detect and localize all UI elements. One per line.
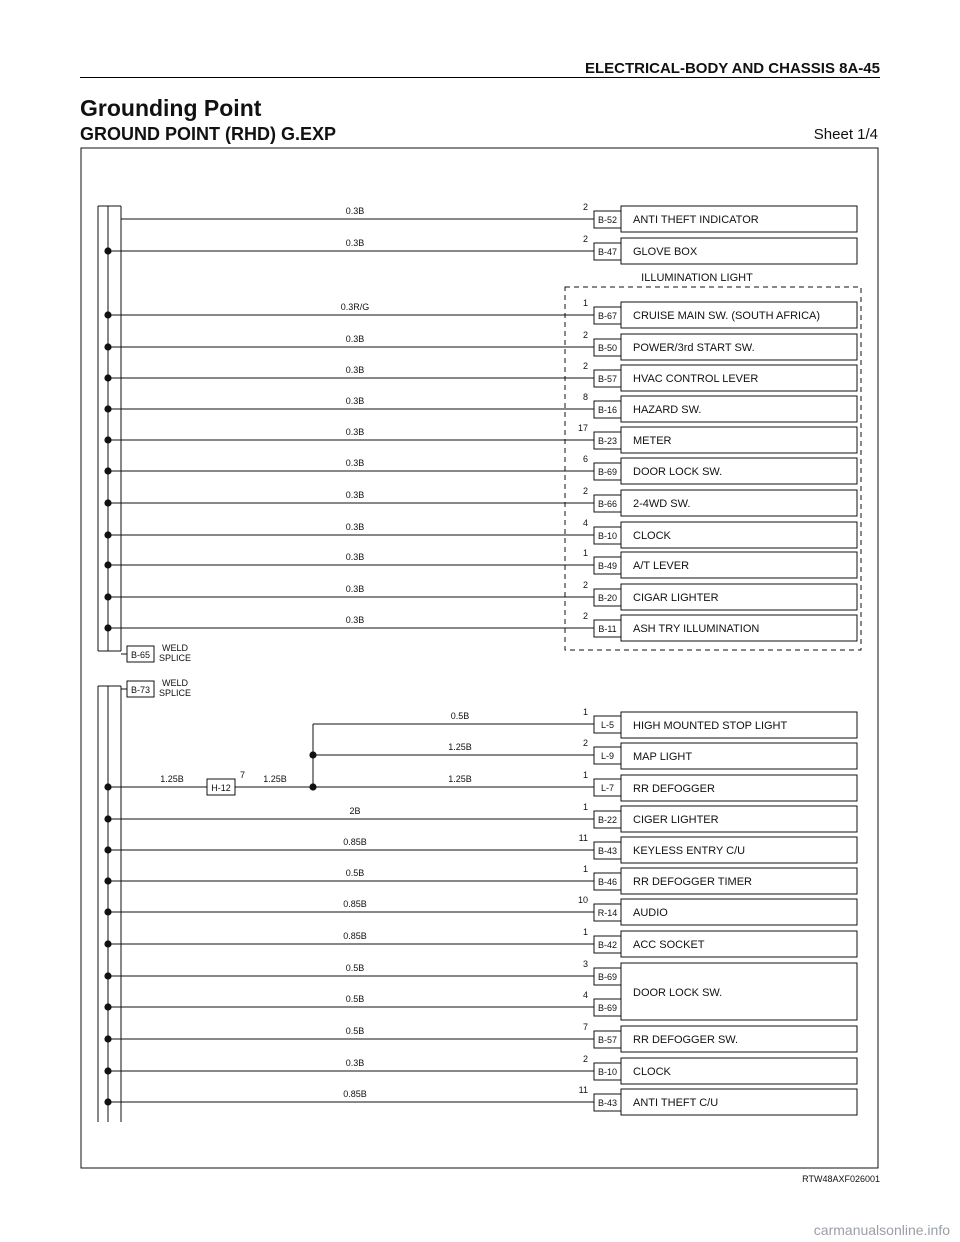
g1-row-2-wire-spec: 0.3R/G bbox=[340, 302, 370, 312]
splice-b65-label1: WELD bbox=[161, 643, 189, 653]
g1-row-8-pin: 2 bbox=[582, 486, 588, 496]
g1-row-8-component-label: 2-4WD SW. bbox=[633, 498, 691, 510]
g2-row-2-component-label: RR DEFOGGER TIMER bbox=[633, 876, 752, 888]
branch-row-1-connector-id: L-9 bbox=[600, 751, 615, 761]
g1-row-4-connector-id: B-57 bbox=[597, 374, 618, 384]
g1-row-5-pin: 8 bbox=[582, 392, 588, 402]
g2-row-0-wire-spec: 2B bbox=[349, 806, 361, 816]
header-title: ELECTRICAL-BODY AND CHASSIS 8A-45 bbox=[584, 60, 880, 77]
g1-row-12-component-label: ASH TRY ILLUMINATION bbox=[633, 623, 760, 635]
g1-row-3-pin: 2 bbox=[582, 330, 588, 340]
branch-ground-dot bbox=[104, 783, 111, 790]
g1-row-10-component-label: A/T LEVER bbox=[633, 560, 690, 572]
figure-code: RTW48AXF026001 bbox=[802, 1174, 880, 1184]
g2-row-8-component-label: CLOCK bbox=[633, 1066, 671, 1078]
g1-row-5-ground-dot bbox=[104, 405, 111, 412]
g2-row-5-wire-spec: 0.5B bbox=[345, 963, 365, 973]
g2-row-9-pin: 11 bbox=[578, 1085, 588, 1095]
g1-row-8-connector-id: B-66 bbox=[597, 499, 618, 509]
g2-row-6-connector-id: B-69 bbox=[597, 1003, 618, 1013]
g1-row-9-pin: 4 bbox=[582, 518, 588, 528]
branch-wire-out-spec: 1.25B bbox=[263, 774, 287, 784]
g1-row-11-ground-dot bbox=[104, 593, 111, 600]
g1-row-3-component-label: POWER/3rd START SW. bbox=[633, 342, 755, 354]
g1-row-6-ground-dot bbox=[104, 436, 111, 443]
g2-row-9-component-label: ANTI THEFT C/U bbox=[633, 1097, 719, 1109]
h12-connector-id: H-12 bbox=[211, 783, 231, 793]
g1-row-7-component-label: DOOR LOCK SW. bbox=[633, 466, 723, 478]
g1-row-12-wire-spec: 0.3B bbox=[345, 615, 365, 625]
g2-row-1-ground-dot bbox=[104, 846, 111, 853]
g2-row-6-ground-dot bbox=[104, 1003, 111, 1010]
g1-row-10-pin: 1 bbox=[582, 548, 588, 558]
g2-row-2-pin: 1 bbox=[582, 864, 588, 874]
g2-row-4-pin: 1 bbox=[582, 927, 588, 937]
g1-row-2-connector-id: B-67 bbox=[597, 311, 618, 321]
g1-row-11-pin: 2 bbox=[582, 580, 588, 590]
g1-row-9-wire-spec: 0.3B bbox=[345, 522, 365, 532]
g2-row-7-component-label: RR DEFOGGER SW. bbox=[633, 1034, 739, 1046]
g2-row-8-wire-spec: 0.3B bbox=[345, 1058, 365, 1068]
g2-row-3-component-label: AUDIO bbox=[633, 907, 668, 919]
splice-b73-id: B-73 bbox=[130, 685, 151, 695]
g1-row-1-pin: 2 bbox=[582, 234, 588, 244]
g2-row-7-wire-spec: 0.5B bbox=[345, 1026, 365, 1036]
g1-row-3-wire-spec: 0.3B bbox=[345, 334, 365, 344]
g1-row-9-component-label: CLOCK bbox=[633, 530, 671, 542]
g2-row-9-wire-spec: 0.85B bbox=[343, 1089, 367, 1099]
g2-row-0-connector-id: B-22 bbox=[597, 815, 618, 825]
g1-row-10-connector-id: B-49 bbox=[597, 561, 618, 571]
g1-row-6-pin: 17 bbox=[577, 423, 588, 433]
g2-row-1-pin: 11 bbox=[578, 833, 588, 843]
branch-row-2-pin: 1 bbox=[582, 770, 588, 780]
branch-row-0-connector-id: L-5 bbox=[600, 720, 615, 730]
g1-row-11-connector-id: B-20 bbox=[597, 593, 618, 603]
g2-row-3-connector-id: R-14 bbox=[597, 908, 618, 918]
g2-row-6-wire-spec: 0.5B bbox=[345, 994, 365, 1004]
g1-row-1-ground-dot bbox=[104, 247, 111, 254]
illumination-group-label: ILLUMINATION LIGHT bbox=[641, 272, 753, 284]
g1-row-2-ground-dot bbox=[104, 311, 111, 318]
branch-row-2-wire-spec: 1.25B bbox=[448, 774, 472, 784]
g2-row-8-ground-dot bbox=[104, 1067, 111, 1074]
branch-row-0-component-label: HIGH MOUNTED STOP LIGHT bbox=[633, 720, 788, 732]
sheet-number: Sheet 1/4 bbox=[813, 126, 878, 143]
g1-row-11-component-label: CIGAR LIGHTER bbox=[633, 592, 719, 604]
watermark[interactable]: carmanualsonline.info bbox=[813, 1222, 950, 1238]
g1-row-7-ground-dot bbox=[104, 467, 111, 474]
g1-row-1-connector-id: B-47 bbox=[597, 247, 618, 257]
splice-b65-id: B-65 bbox=[130, 650, 151, 660]
g2-row-4-connector-id: B-42 bbox=[597, 940, 618, 950]
branch-wire-in-spec: 1.25B bbox=[160, 774, 184, 784]
g2-row-5-pin: 3 bbox=[582, 959, 588, 969]
g1-row-8-wire-spec: 0.3B bbox=[345, 490, 365, 500]
g1-row-11-wire-spec: 0.3B bbox=[345, 584, 365, 594]
g2-row-4-component-label: ACC SOCKET bbox=[633, 939, 705, 951]
g1-row-3-connector-id: B-50 bbox=[597, 343, 618, 353]
branch-row-1-wire-spec: 1.25B bbox=[448, 742, 472, 752]
g2-row-9-ground-dot bbox=[104, 1098, 111, 1105]
g1-row-5-connector-id: B-16 bbox=[597, 405, 618, 415]
g1-row-9-connector-id: B-10 bbox=[597, 531, 618, 541]
g1-row-7-pin: 6 bbox=[582, 454, 588, 464]
g2-row-4-wire-spec: 0.85B bbox=[343, 931, 367, 941]
g2-row-7-pin: 7 bbox=[582, 1022, 588, 1032]
g2-row-1-wire-spec: 0.85B bbox=[343, 837, 367, 847]
g1-row-6-wire-spec: 0.3B bbox=[345, 427, 365, 437]
g2-row-2-connector-id: B-46 bbox=[597, 877, 618, 887]
g1-row-0-pin: 2 bbox=[582, 202, 588, 212]
g1-row-2-pin: 1 bbox=[582, 298, 588, 308]
g1-row-5-wire-spec: 0.3B bbox=[345, 396, 365, 406]
g1-row-12-pin: 2 bbox=[582, 611, 588, 621]
g1-row-8-ground-dot bbox=[104, 499, 111, 506]
branch-row-0-wire-spec: 0.5B bbox=[450, 711, 470, 721]
g1-row-0-connector-id: B-52 bbox=[597, 215, 618, 225]
g2-row-0-pin: 1 bbox=[582, 802, 588, 812]
g2-row-0-ground-dot bbox=[104, 815, 111, 822]
diagram-frame bbox=[81, 148, 878, 1168]
g1-row-4-component-label: HVAC CONTROL LEVER bbox=[633, 373, 759, 385]
g1-row-7-wire-spec: 0.3B bbox=[345, 458, 365, 468]
g1-row-10-ground-dot bbox=[104, 561, 111, 568]
g2-row-5-connector-id: B-69 bbox=[597, 972, 618, 982]
g2-row-5-ground-dot bbox=[104, 972, 111, 979]
g2-row-0-component-label: CIGER LIGHTER bbox=[633, 814, 719, 826]
g1-row-1-component-label: GLOVE BOX bbox=[633, 246, 698, 258]
g2-row-6-pin: 4 bbox=[582, 990, 588, 1000]
g2-row-3-ground-dot bbox=[104, 908, 111, 915]
g1-row-4-pin: 2 bbox=[582, 361, 588, 371]
section-title: Grounding Point bbox=[80, 95, 262, 121]
g1-row-7-connector-id: B-69 bbox=[597, 467, 618, 477]
g1-row-4-wire-spec: 0.3B bbox=[345, 365, 365, 375]
g1-row-5-component-label: HAZARD SW. bbox=[633, 404, 702, 416]
g1-row-0-wire-spec: 0.3B bbox=[345, 206, 365, 216]
h12-pin: 7 bbox=[240, 770, 246, 780]
g1-row-6-component-label: METER bbox=[633, 435, 672, 447]
g1-row-10-wire-spec: 0.3B bbox=[345, 552, 365, 562]
g2-row-2-wire-spec: 0.5B bbox=[345, 868, 365, 878]
g1-row-0-component-label: ANTI THEFT INDICATOR bbox=[633, 214, 759, 226]
splice-b73-label1: WELD bbox=[161, 678, 189, 688]
g1-row-1-wire-spec: 0.3B bbox=[345, 238, 365, 248]
g2-row-3-pin: 10 bbox=[577, 895, 588, 905]
branch-row-1-component-label: MAP LIGHT bbox=[633, 751, 693, 763]
g2-row-4-ground-dot bbox=[104, 940, 111, 947]
g1-row-6-connector-id: B-23 bbox=[597, 436, 618, 446]
g2-row-8-pin: 2 bbox=[582, 1054, 588, 1064]
g2-row-7-connector-id: B-57 bbox=[597, 1035, 618, 1045]
g2-row-8-connector-id: B-10 bbox=[597, 1067, 618, 1077]
branch-row-1-pin: 2 bbox=[582, 738, 588, 748]
g1-row-4-ground-dot bbox=[104, 374, 111, 381]
g1-row-12-ground-dot bbox=[104, 624, 111, 631]
g1-row-12-connector-id: B-11 bbox=[598, 624, 617, 634]
g2-row-9-connector-id: B-43 bbox=[597, 1098, 618, 1108]
g2-row-3-wire-spec: 0.85B bbox=[343, 899, 367, 909]
g2-row-1-connector-id: B-43 bbox=[597, 846, 618, 856]
branch-row-2-connector-id: L-7 bbox=[600, 783, 615, 793]
g2-row-2-ground-dot bbox=[104, 877, 111, 884]
splice-b73-label2: SPLICE bbox=[158, 688, 192, 698]
diagram-title: GROUND POINT (RHD) G.EXP bbox=[80, 124, 337, 144]
branch-row-0-pin: 1 bbox=[582, 707, 588, 717]
branch-row-2-component-label: RR DEFOGGER bbox=[633, 783, 715, 795]
g2-door-lock-merged-label: DOOR LOCK SW. bbox=[633, 987, 723, 999]
g2-row-1-component-label: KEYLESS ENTRY C/U bbox=[633, 845, 746, 857]
g1-row-3-ground-dot bbox=[104, 343, 111, 350]
g1-row-9-ground-dot bbox=[104, 531, 111, 538]
g1-row-2-component-label: CRUISE MAIN SW. (SOUTH AFRICA) bbox=[633, 310, 821, 322]
splice-b65-label2: SPLICE bbox=[158, 653, 192, 663]
g2-row-7-ground-dot bbox=[104, 1035, 111, 1042]
